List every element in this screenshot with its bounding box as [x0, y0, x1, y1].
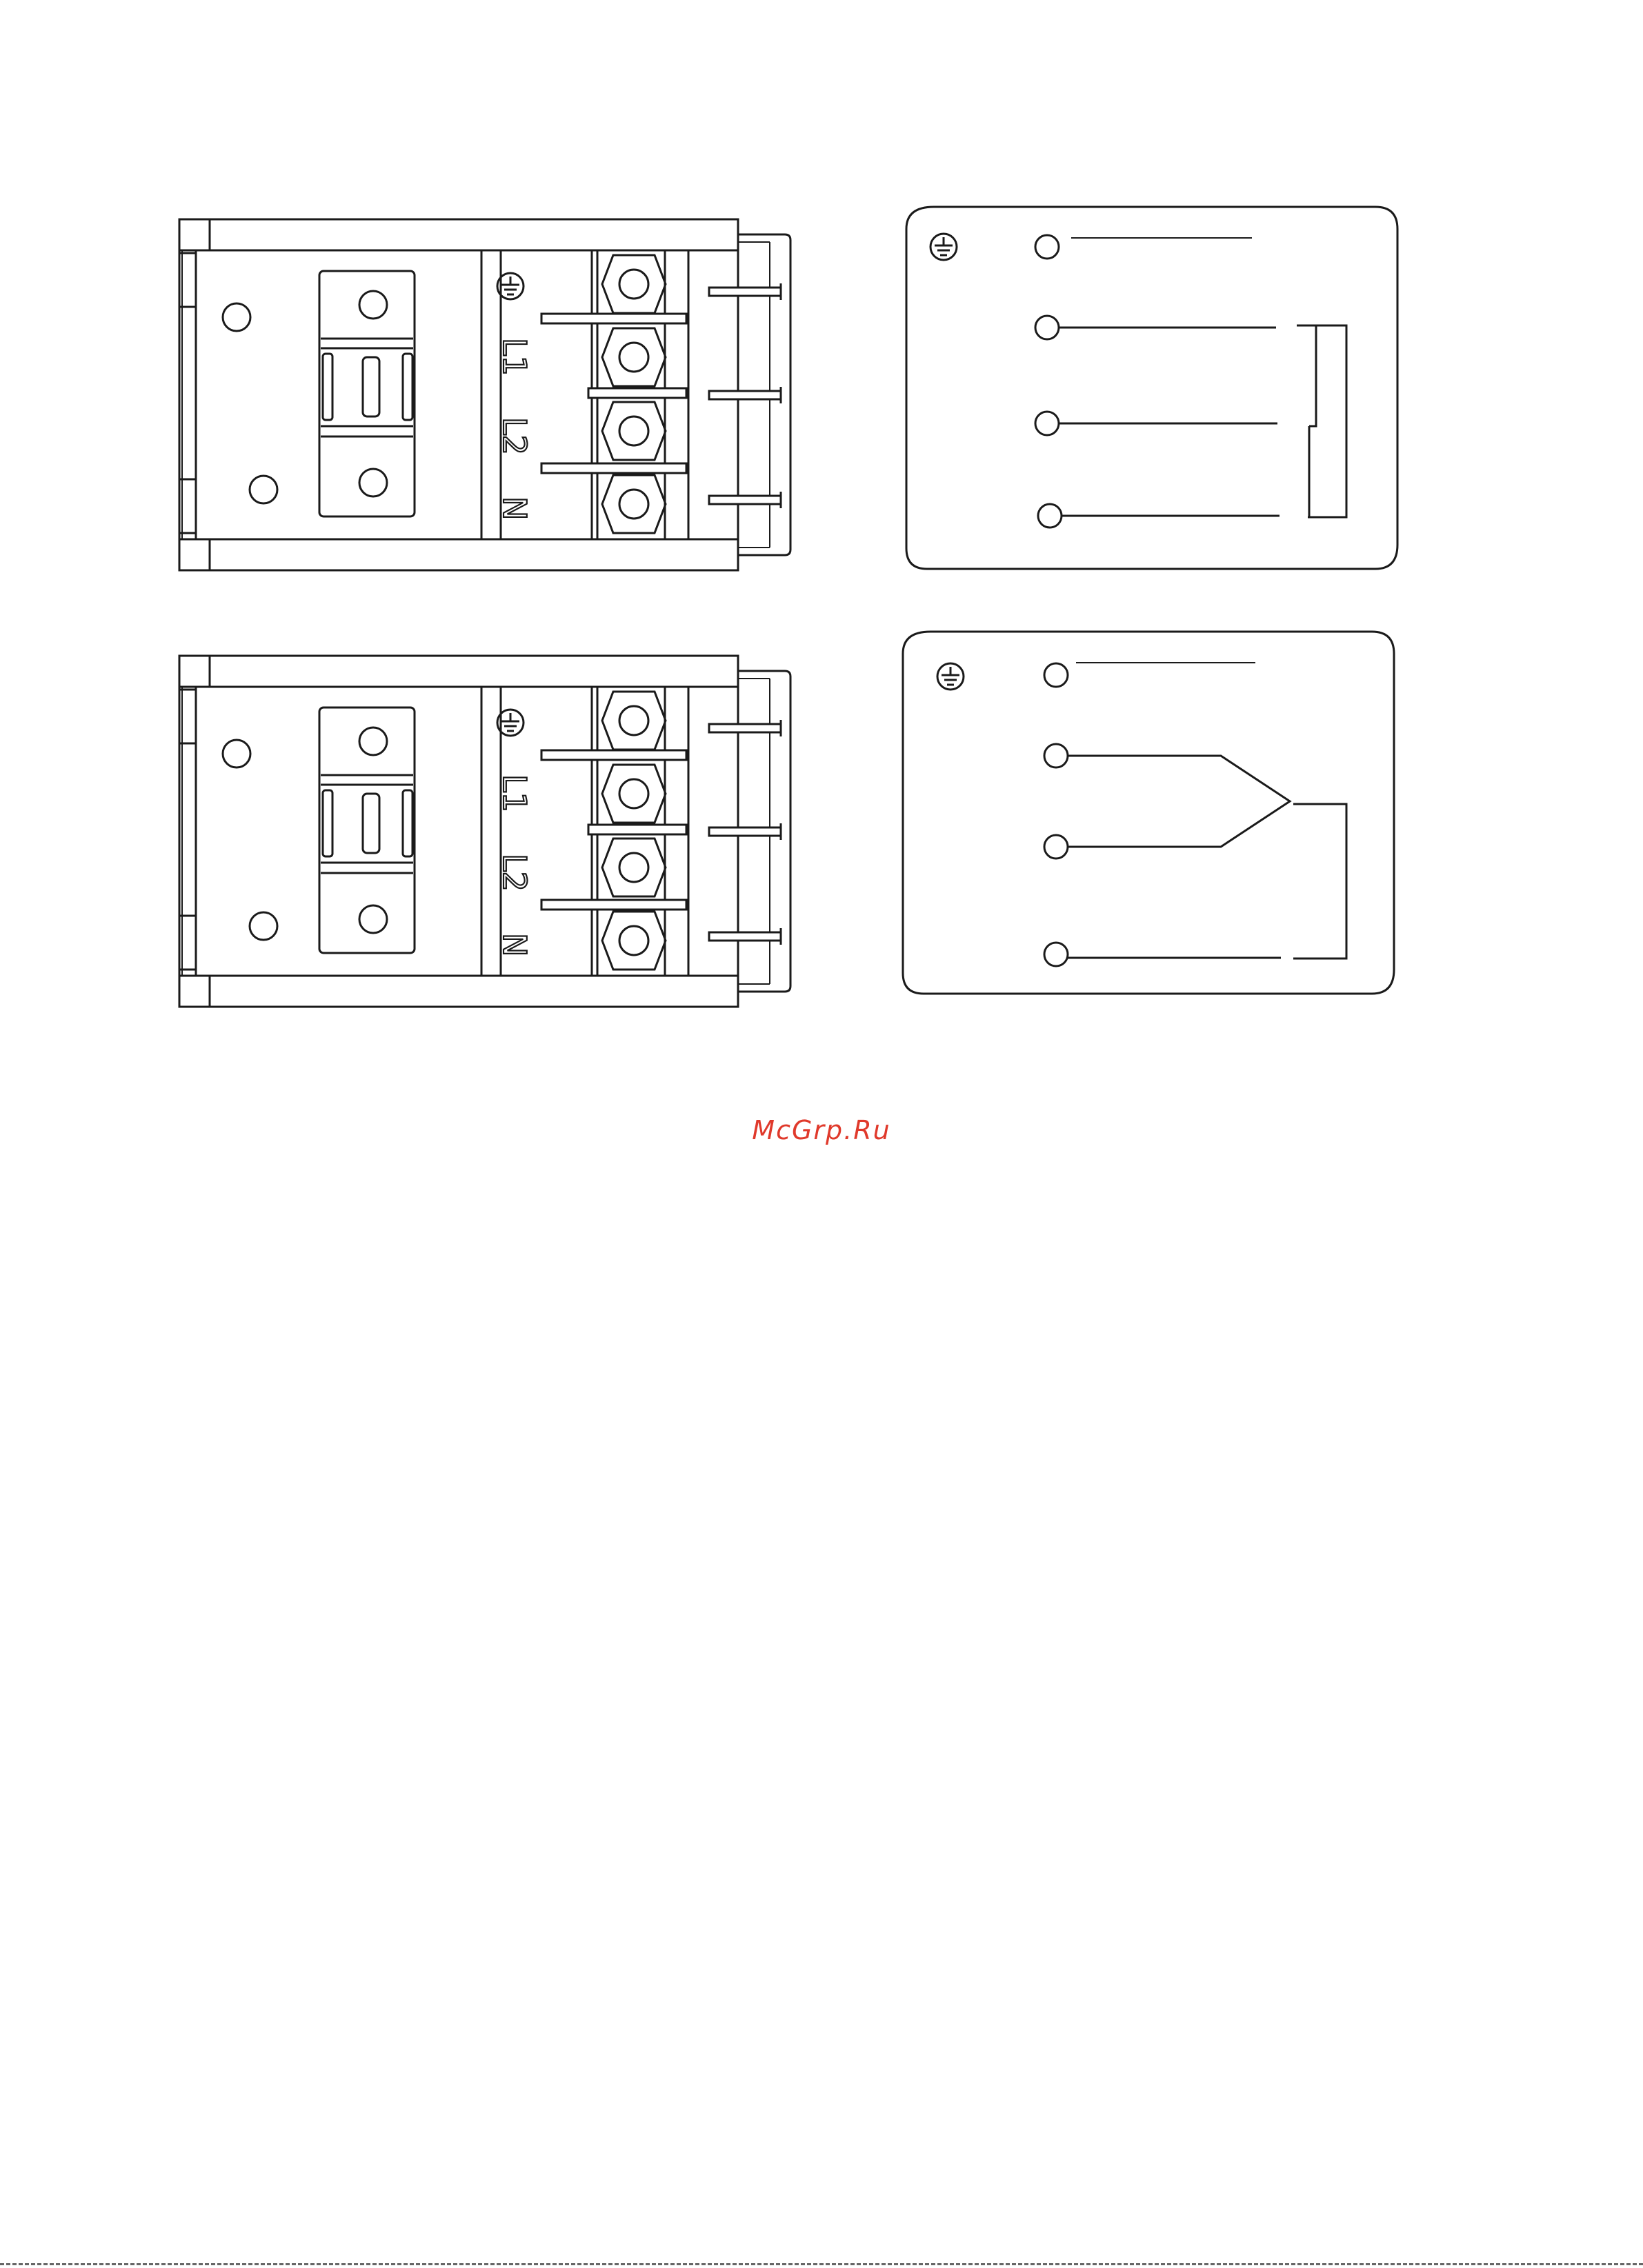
watermark: McGrp.Ru: [752, 1115, 891, 1145]
terminal-l1: [1035, 316, 1059, 339]
switch-block-top: [179, 219, 790, 570]
terminal-l2-2: [1044, 835, 1068, 859]
label-l1-top: L1: [496, 338, 533, 376]
switch-block-bottom: [179, 656, 790, 1007]
label-l2-top: L2: [496, 417, 533, 455]
earth-ground-icon: [930, 234, 957, 260]
bridge-l1-l2: [1297, 325, 1316, 426]
wiring-schematic-top: [906, 207, 1397, 569]
label-n-bottom: N: [496, 933, 533, 957]
page-bottom-rule: [0, 2263, 1643, 2265]
label-l2-bottom: L2: [496, 854, 533, 892]
terminal-n-2: [1044, 943, 1068, 966]
terminal-ground: [1035, 235, 1059, 259]
earth-ground-icon-2: [937, 663, 964, 690]
terminal-n: [1038, 504, 1062, 528]
wiring-schematic-bottom: [903, 632, 1394, 994]
label-n-top: N: [496, 496, 533, 521]
terminal-l1-2: [1044, 744, 1068, 767]
terminal-ground-2: [1044, 663, 1068, 687]
terminal-l2: [1035, 412, 1059, 435]
label-l1-bottom: L1: [496, 774, 533, 812]
